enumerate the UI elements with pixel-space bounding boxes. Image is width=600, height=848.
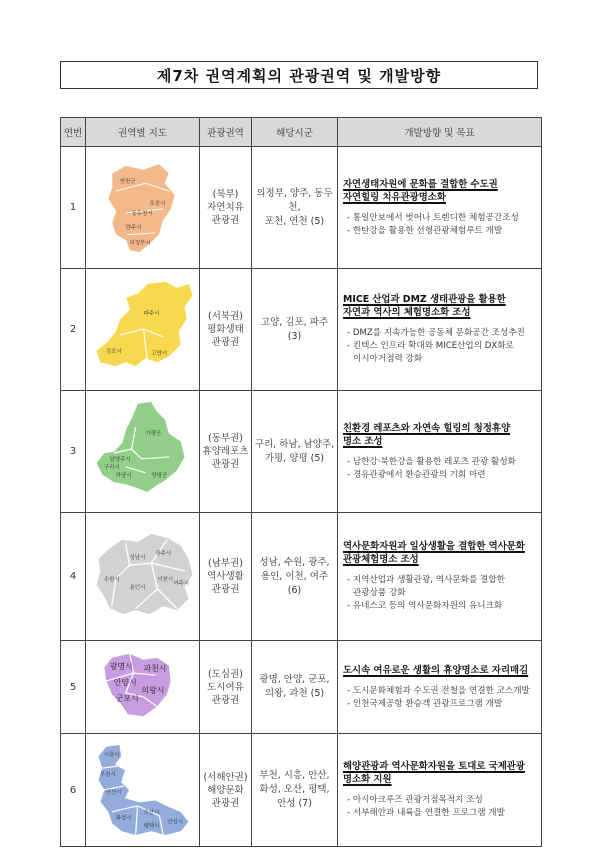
header-cities: 해당시군 — [252, 118, 338, 147]
zone-name: 평화생태 — [207, 324, 244, 335]
zone-name-cell — [200, 269, 252, 391]
region-shape — [96, 401, 185, 492]
table-row — [61, 147, 542, 269]
map-label: 평택시 — [143, 823, 160, 830]
bullet-item: 관광상품 강화 — [353, 588, 406, 598]
cities-line: (3) — [287, 330, 302, 342]
table-header-row — [61, 118, 542, 147]
east-region-map — [86, 397, 199, 506]
region-map-cell — [86, 391, 200, 513]
zone-name: 해양문화 — [207, 784, 244, 796]
cities-line: 의왕, 과천 (5) — [264, 688, 325, 699]
zone-group: (남부권) — [208, 558, 243, 569]
map-label: 남양주시 — [109, 456, 131, 463]
cities-cell — [252, 641, 338, 734]
map-label: 의왕시 — [141, 685, 165, 695]
map-label: 안산시 — [105, 789, 122, 796]
map-label: 용인시 — [129, 584, 146, 591]
zone-suffix: 관광권 — [211, 459, 240, 470]
bullet-item: - 인천국제공항 환승객 관광프로그램 개발 — [347, 698, 503, 709]
map-label: 화성시 — [115, 815, 132, 822]
cities-line: 포천, 연천 (5) — [264, 215, 325, 227]
map-label: 연천군 — [119, 179, 136, 186]
region-map-cell — [86, 734, 200, 847]
cities-line: 광명, 안양, 군포, — [259, 674, 330, 685]
zone-suffix: 관광권 — [211, 797, 240, 809]
region-map-cell — [86, 269, 200, 391]
direction-bullets — [343, 456, 537, 482]
direction-cell — [338, 147, 542, 269]
direction-bullets — [343, 212, 537, 238]
bullet-item: - 경유관광에서 환승관광의 기회 마련 — [347, 469, 486, 480]
cities-line: 가평, 양평 (5) — [264, 452, 325, 464]
northwest-region-map — [86, 275, 199, 384]
map-label: 안양시 — [113, 678, 137, 688]
header-direction: 개발방향 및 목표 — [338, 118, 542, 147]
map-label: 의정부시 — [129, 240, 151, 247]
bullet-item: - 통일안보에서 벗어나 트렌디한 체험공간조성 — [347, 212, 519, 223]
direction-bullets — [343, 574, 537, 613]
zone-suffix: 관광권 — [211, 337, 240, 348]
region-map-cell — [86, 147, 200, 269]
direction-bullets — [343, 794, 537, 820]
map-label: 광명시 — [109, 662, 133, 672]
zone-group: (도심권) — [208, 668, 243, 680]
zone-group: (서해안권) — [203, 771, 248, 783]
map-label: 양평군 — [151, 472, 168, 479]
map-label: 동두천시 — [131, 210, 153, 217]
map-label: 시흥시 — [103, 752, 120, 759]
zone-name: 휴양레포츠 — [202, 446, 249, 457]
region-map-cell — [86, 641, 200, 734]
bullet-item: - 도시문화체험과 수도권 전철을 연결한 코스개발 — [347, 685, 530, 696]
cities-line: 고양, 김포, 파주 — [260, 316, 329, 328]
bullet-item: - 지역산업과 생활관광, 역사문화를 결합한 — [347, 575, 505, 585]
map-label: 이천시 — [157, 576, 174, 583]
bullet-item: - DMZ를 지속가능한 공동체 문화공간 조성추진 — [347, 328, 525, 338]
map-label: 가평군 — [145, 431, 162, 438]
map-label: 하남시 — [115, 472, 132, 479]
row-number: 3 — [61, 391, 86, 513]
zone-name-cell — [200, 391, 252, 513]
bullet-item: - 킨텍스 인프라 확대와 MICE산업의 DX화로 — [347, 341, 514, 351]
header-no: 연번 — [61, 118, 86, 147]
cities-cell — [252, 147, 338, 269]
cities-cell — [252, 391, 338, 513]
direction-cell — [338, 269, 542, 391]
map-label: 성남시 — [129, 555, 146, 562]
zone-name-cell — [200, 641, 252, 734]
table-row — [61, 641, 542, 734]
row-number: 5 — [61, 641, 86, 734]
map-label: 포천시 — [149, 201, 166, 208]
cities-line: 의정부, 양주, 동두천, — [256, 187, 333, 213]
cities-line: (6) — [287, 584, 302, 596]
urban-region-map — [86, 647, 199, 727]
map-label: 양주시 — [125, 224, 142, 231]
cities-line: 부천, 시흥, 안산, — [259, 770, 330, 781]
map-label: 부천시 — [99, 772, 116, 779]
header-map: 권역별 지도 — [86, 118, 200, 147]
direction-goal: 자연생태자원에 문화를 결합한 수도권 자연힐링 치유관광명소화 — [343, 178, 498, 203]
zone-name: 자연치유 — [207, 202, 244, 213]
map-label: 고양시 — [151, 350, 168, 357]
map-label: 군포시 — [115, 693, 139, 703]
zone-name-cell — [200, 147, 252, 269]
bullet-item: - 서부해안과 내륙을 연결한 프로그램 개발 — [347, 808, 505, 818]
direction-cell — [338, 391, 542, 513]
cities-line: 안성 (7) — [277, 798, 312, 809]
document-title: 제7차 권역계획의 관광권역 및 개발방향 — [60, 61, 538, 89]
zone-name-cell — [200, 734, 252, 847]
cities-line: 용인, 이천, 여주 — [260, 570, 329, 582]
table-row — [61, 734, 542, 847]
bullet-item: - 남한강·북한강을 활용한 레포츠 관광 활성화 — [347, 456, 516, 467]
header-area: 관광권역 — [200, 118, 252, 147]
bullet-item: - 한탄강을 활용한 선형관광체험루트 개발 — [347, 225, 503, 236]
cities-cell — [252, 734, 338, 847]
south-region-map — [86, 519, 199, 634]
bullet-item: - 유네스코 등의 역사문화자원의 유니크화 — [347, 601, 503, 611]
zone-name: 역사생활 — [207, 571, 244, 582]
zone-group: (북부) — [212, 189, 239, 200]
cities-cell — [252, 513, 338, 641]
direction-cell — [338, 734, 542, 847]
table-row — [61, 269, 542, 391]
region-shape — [108, 163, 175, 252]
bullet-item: 이시아거점력 강화 — [353, 354, 423, 364]
map-label: 광주시 — [155, 551, 172, 558]
direction-bullets — [343, 327, 537, 366]
zone-suffix: 관광권 — [211, 584, 240, 595]
row-number: 1 — [61, 147, 86, 269]
direction-cell — [338, 641, 542, 734]
direction-cell — [338, 513, 542, 641]
direction-goal: 역사문화자원과 일상생활을 결합한 역사문화 관광체험명소 조성 — [343, 541, 525, 565]
cities-line: 구리, 하남, 남양주, — [254, 438, 335, 450]
map-label: 구리시 — [103, 464, 120, 471]
row-number: 2 — [61, 269, 86, 391]
region-shape — [96, 533, 193, 614]
row-number: 6 — [61, 734, 86, 847]
zone-name: 도시여유 — [207, 681, 244, 693]
zone-suffix: 관광권 — [211, 694, 240, 706]
direction-goal: MICE 산업과 DMZ 생태관광을 활용한 자연과 역사의 체험명소화 조성 — [343, 294, 506, 318]
zone-suffix: 관광권 — [211, 215, 240, 226]
north-region-map — [86, 153, 199, 262]
direction-goal: 도시속 여유로운 생활의 휴양명소로 자리매김 — [343, 664, 529, 676]
bullet-item: - 아시아크루즈 관광거점목적지 조성 — [347, 795, 483, 805]
map-label: 오산시 — [143, 809, 160, 816]
direction-goal: 해양관광과 역사문화자원을 토대로 국제관광 명소화 지원 — [343, 761, 525, 785]
zone-group: (서북권) — [208, 311, 243, 322]
cities-line: 성남, 수원, 광주, — [259, 556, 330, 568]
map-label: 안성시 — [167, 819, 184, 826]
tourism-zone-table — [60, 117, 542, 847]
zone-group: (동부권) — [208, 433, 243, 444]
table-row — [61, 391, 542, 513]
map-label: 여주시 — [173, 580, 189, 587]
map-label: 수원시 — [103, 576, 120, 583]
map-label: 파주시 — [143, 311, 160, 318]
west-coast-region-map — [86, 740, 199, 840]
cities-cell — [252, 269, 338, 391]
map-label: 김포시 — [105, 348, 122, 355]
direction-bullets — [343, 685, 537, 711]
table-row — [61, 513, 542, 641]
zone-name-cell — [200, 513, 252, 641]
map-label: 과천시 — [143, 664, 167, 674]
region-map-cell — [86, 513, 200, 641]
direction-goal: 친환경 레포츠와 자연속 힐링의 청정휴양 명소 조성 — [343, 422, 511, 447]
cities-line: 화성, 오산, 평택, — [259, 784, 330, 795]
row-number: 4 — [61, 513, 86, 641]
